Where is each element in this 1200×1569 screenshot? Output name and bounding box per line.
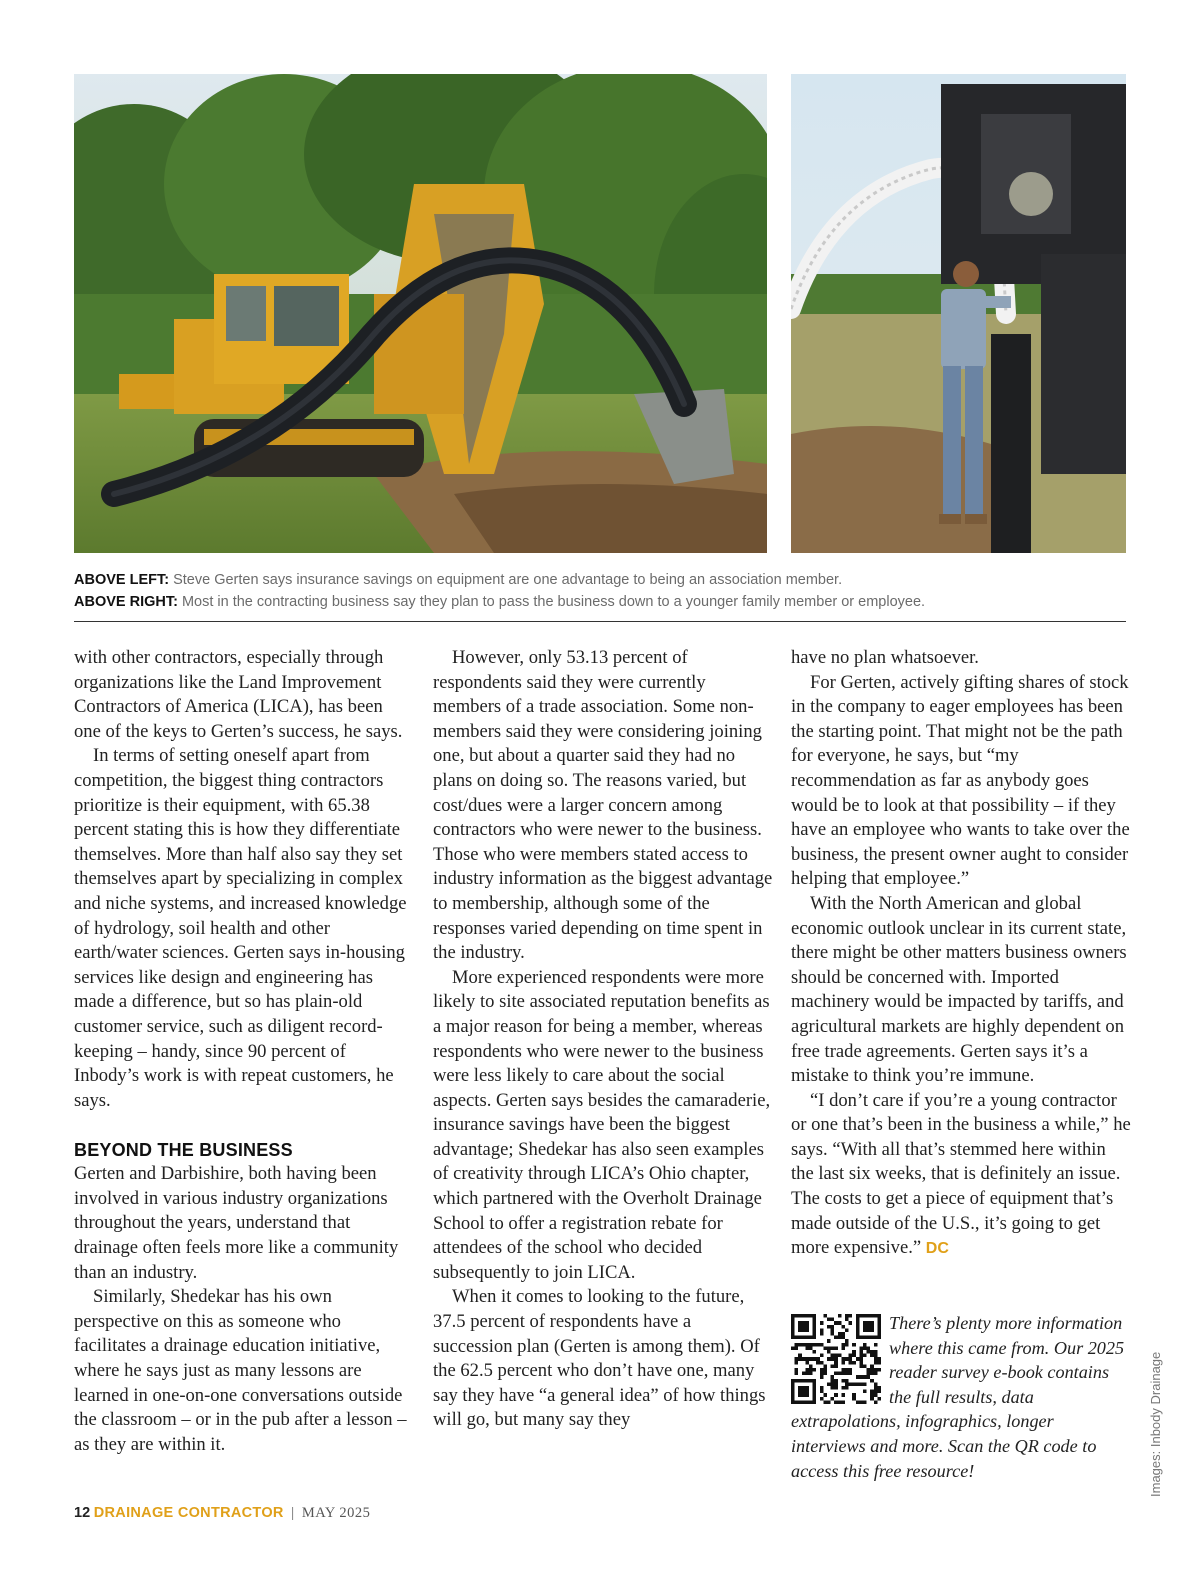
paragraph: Similarly, Shedekar has his own perspective on this as someone who facilitates a drainage education initiative, where he says just as many lessons are learned in one-on-one conversations outside the classroom – or in the pub after a lesson – as they are within it.	[74, 1286, 407, 1455]
image-credit: Images: Inbody Drainage	[1148, 1351, 1163, 1497]
page-footer	[74, 1505, 370, 1522]
photo-plow-worker	[791, 74, 1126, 553]
caption-left-text: Steve Gerten says insurance savings on equipment are one advantage to being an association member.	[169, 572, 843, 588]
caption-right-label: ABOVE RIGHT:	[74, 594, 178, 610]
caption-left-label: ABOVE LEFT:	[74, 572, 170, 588]
caption-left	[74, 569, 1126, 591]
paragraph: In terms of setting oneself apart from competition, the biggest thing contractors prioritize is their equipment, with 65.38 percent stating this is how they differentiate themselves. More than half also say they set themselves apart by specializing in complex and niche systems, and increased knowledge of hydrology, soil health and other earth/water sciences. Gerten says in-housing services like design and engineering has made a difference, but so has plain-old customer service, such as diligent record-keeping – handy, since 90 percent of Inbody’s work is with repeat customers, he says.	[74, 745, 407, 1111]
qr-code-icon[interactable]	[791, 1314, 881, 1404]
paragraph-final	[791, 1089, 1131, 1262]
article-column-2	[433, 646, 773, 1433]
plow-worker-illustration	[791, 74, 1126, 553]
paragraph-final-text: “I don’t care if you’re a young contractor or one that’s been in the business a while,” he says. “With all that’s stemmed here within the last six weeks, that is definitely an issue. The costs to get a piece of equipment that’s made outside of the U.S., it’s going to get more expensive.”	[791, 1089, 1131, 1259]
paragraph: Gerten and Darbishire, both having been involved in various industry organizations throughout the years, understand that drainage often feels more like a community than an industry.	[74, 1163, 399, 1283]
photo-captions	[74, 569, 1126, 613]
photo-trencher	[74, 74, 767, 553]
publication-name: DRAINAGE CONTRACTOR	[93, 1505, 284, 1521]
article-column-3	[791, 646, 1131, 1262]
paragraph: However, only 53.13 percent of respondents said they were currently members of a trade association. Some non-members said they were considering joining one, but about a quarter said they had no plans on doing so. The reasons varied, but cost/dues were a larger concern among contractors who were newer to the business. Those who were members stated access to industry information as the biggest advantage to membership, although some of the responses varied depending on time spent in the industry.	[433, 647, 773, 964]
issue-date: MAY 2025	[301, 1505, 371, 1521]
paragraph: For Gerten, actively gifting shares of stock in the company to eager employees has been the starting point. That might not be the path for everyone, he says, but “my recommendation as far as anybody goes would be to look at that possibility – if they have an employee who wants to take over the business, the present owner aught to consider helping that employee.”	[791, 671, 1130, 890]
article-column-1	[74, 646, 414, 1457]
paragraph: More experienced respondents were more likely to site associated reputation benefits as a major reason for being a member, whereas respondents who were newer to the business were less likely to care about the social aspects. Gerten says besides the camaraderie, insurance savings have been the biggest advantage; Shedekar has also seen examples of creativity through LICA’s Ohio chapter, which partnered with the Overholt Drainage School to offer a registration rebate for attendees of the school who decided subsequently to join LICA.	[433, 966, 771, 1283]
paragraph: have no plan whatsoever.	[791, 647, 979, 668]
trencher-illustration	[74, 74, 767, 553]
promo-text: There’s plenty more information where this came from. Our 2025 reader survey e-book contains the full results, data extrapolations, infographics, longer interviews and more. Scan the QR code to access this free resource!	[791, 1313, 1125, 1481]
caption-right-text: Most in the contracting business say they plan to pass the business down to a younger family member or employee.	[177, 594, 926, 610]
end-mark: DC	[925, 1240, 949, 1258]
section-heading: BEYOND THE BUSINESS	[74, 1140, 293, 1161]
paragraph: With the North American and global economic outlook unclear in its current state, there might be other matters business owners should be concerned with. Imported machinery would be impacted by tariffs, and agricultural markets are highly dependent on free trade agreements. Gerten says it’s a mistake to think you’re immune.	[791, 892, 1127, 1087]
caption-right	[74, 591, 1126, 613]
footer-separator: |	[291, 1505, 295, 1521]
page-number: 12	[74, 1505, 91, 1521]
paragraph: When it comes to looking to the future, 37.5 percent of respondents have a succession plan (Gerten is among them). Of the 62.5 percent who don’t have one, many say they have “a general idea” of how things will go, but many say they	[433, 1286, 766, 1431]
ebook-promo	[791, 1311, 1131, 1483]
paragraph: with other contractors, especially through organizations like the Land Improvement Contractors of America (LICA), has been one of the keys to Gerten’s success, he says.	[74, 647, 403, 742]
caption-divider	[74, 621, 1126, 622]
